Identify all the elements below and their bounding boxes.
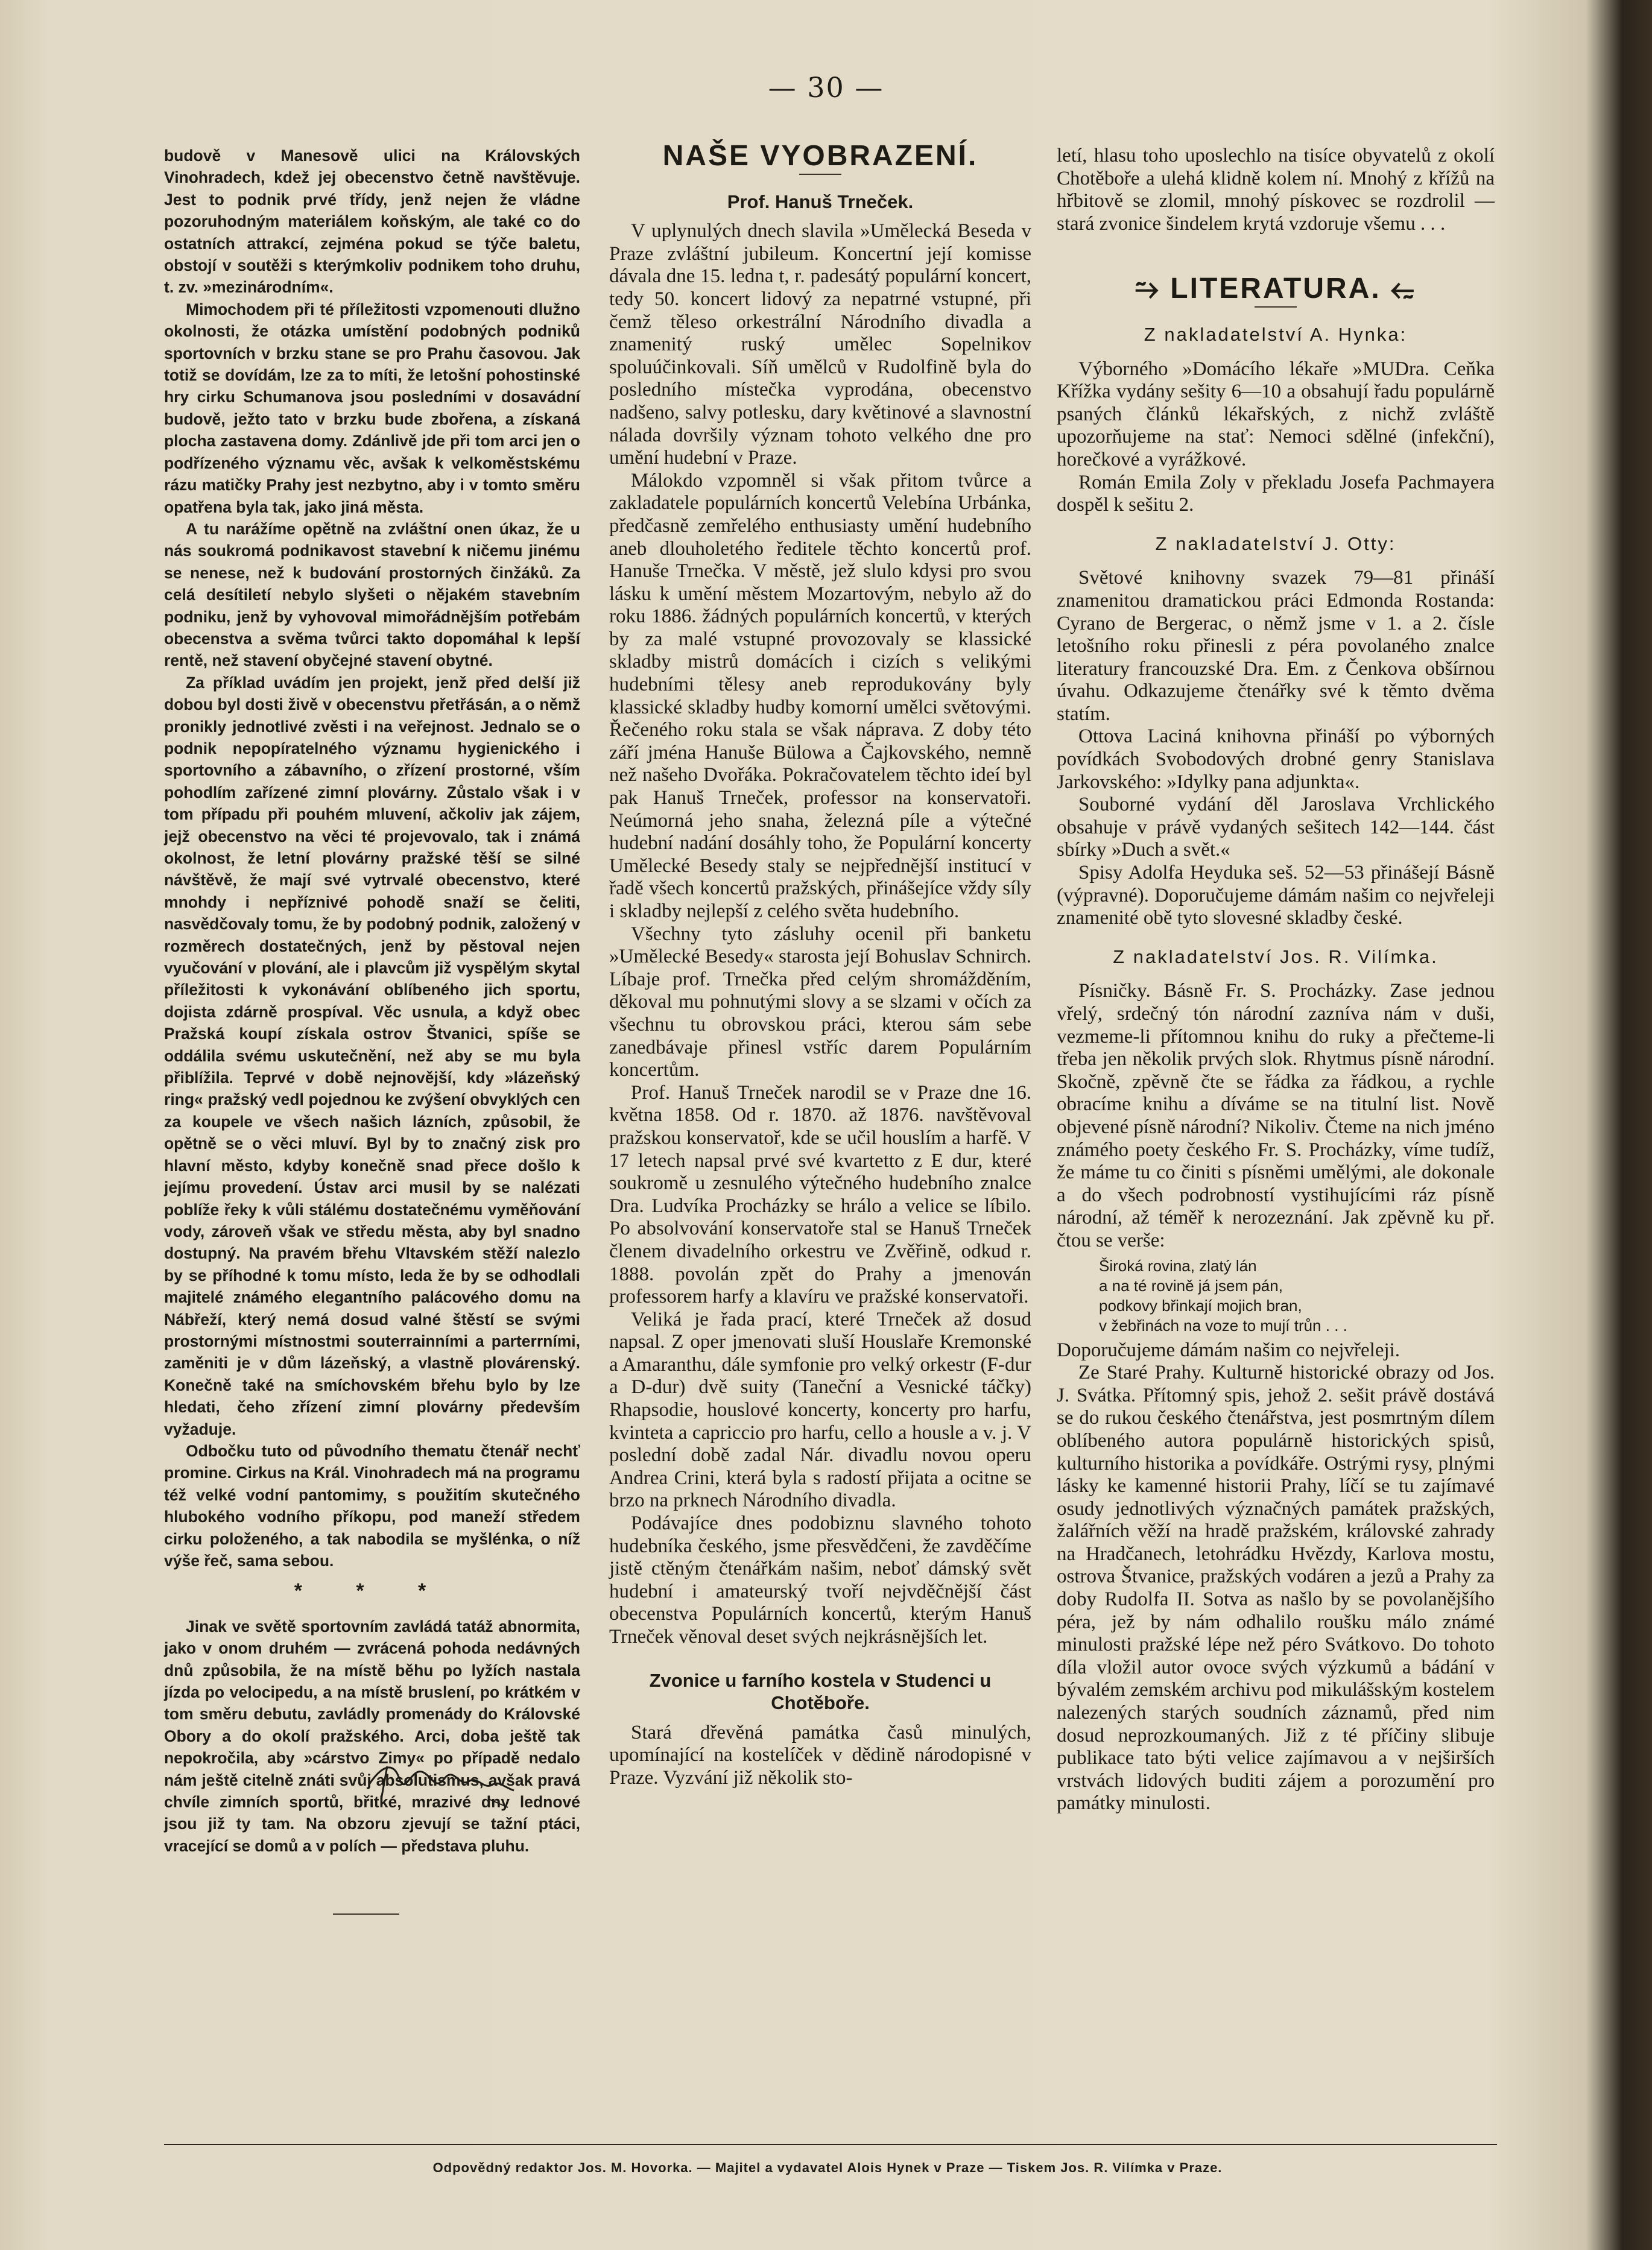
paragraph: Spisy Adolfa Heyduka seš. 52—53 přinášejí Básně (výpravné). Doporučujeme dámám našim co nejvřeleji znamenité obě tyto slovesné skladby české. <box>1057 862 1495 929</box>
paragraph: Mimochodem při té příležitosti vzpomenouti dlužno okolnosti, že otázka umístění podobných podniků sportovních v brzku stane se pro Prahu časovou. Jak totiž se dovídám, lze za to míti, že letošní pohostinské hry cirku Schumanova jsou posledními v dosavádní budově, ježto tato v brzku bude zbořena, a získaná plocha zastavena domy. Zdánlivě jde při tom arci jen o podřízeného významu věc, avšak k velkoměstskému rázu matičky Prahy jest nezbytno, aby i v tomto směru opatřena byla tak, jako jiná města. <box>164 300 580 516</box>
paragraph: Veliká je řada prací, které Trneček až dosud napsal. Z oper jmenovati sluší Houslaře Kremonské a Amaranthu, dále symfonie pro velký orkestr (F-dur a D-dur) dvě suity (Taneční a Vesnické táčky) Rhapsodie, houslové koncerty, koncerty pro harfu, kvinteta a capriccio pro harfu, cello a housle a v. j. V poslední době zadal Nár. divadlu novou operu Andrea Crini, která byla s radostí přijata a ocitne se brzo na prknech Národního divadla. <box>609 1308 1031 1512</box>
verse-line: a na té rovině já jsem pán, <box>1099 1276 1283 1295</box>
signature-icon <box>363 1754 520 1809</box>
column-right <box>1057 145 1495 1815</box>
verse-line: Široká rovina, zlatý lán <box>1099 1256 1257 1275</box>
page-number: — 30 — <box>768 71 884 104</box>
paragraph: Román Emila Zoly v překladu Josefa Pachmayera dospěl k sešitu 2. <box>1057 471 1495 516</box>
section-stars: * * * <box>294 1579 451 1603</box>
verse-line: podkovy břinkají mojich bran, <box>1099 1296 1302 1315</box>
paragraph: letí, hlasu toho uposlechlo na tisíce obyvatelů z okolí Chotěboře a ulehá klidně kolem ní. Mnohý z křížů na hřbitově se zlomil, mnohý pískovec se rozdrolil — stará zvonice šindelem krytá vzdoruje všemu . . . <box>1057 145 1495 235</box>
paragraph: Málokdo vzpomněl si však přitom tvůrce a zakladatele populárních koncertů Velebína Urbánka, předčasně zemřelého enthusiasty umění hudebního aneb dlouholetého ředitele těchto koncertů prof. Hanuše Trnečka. V městě, jež slulo kdysi pro svou lásku k umění městem Mozartovým, nebylo až do roku 1886. žádných populárních koncertů, v kterých by za malé vstupné provozovaly se klassické skladby mistrů domácích i cizích s velikými hudebními tělesy aneb reprodukovány byly klassické skladby hudby komorní umělci světovými. Řečeného roku stala se však náprava. Z doby této září jména Hanuše Bülowa a Čajkovského, nemně než našeho Dvořáka. Pokračovatelem těchto ideí byl pak Hanuš Trneček, professor na konservatoři. Neúmorná jeho snaha, železná píle a výtečné hudební nadání dosáhly toho, že Populární koncerty Umělecké Besedy staly se nejpřednější institucí v řadě všech koncertů pražských, přinášejíce vždy síly i skladby nejlepší z celého světa hudebního. <box>609 469 1031 922</box>
article-title: Zvonice u farního kostela v Studenci u Chotěboře. <box>649 1669 992 1714</box>
article-title: Prof. Hanuš Trneček. <box>727 191 914 212</box>
paragraph: Písničky. Básně Fr. S. Procházky. Zase jednou vřelý, srdečný tón národní zazníva nám v duši, vezmeme-li přítomnou knihu do ruky a přečteme-li třeba jen několik prvých slok. Rhytmus písně národní. Skočně, zpěvně čte se řádka za řádkou, a rychle obracíme knihu a díváme se na titulní list. Nově objevené písně národní? Nikoliv. Čteme na nich jméno známého poety českého Fr. S. Procházky, víme tudíž, že máme tu co činiti s písněmi umělými, ale dokonale a do všech podrobností vystihujícími ráz písně národní, až téměř k nerozeznání. Jak zpěvně ku př. čtou se verše: <box>1057 980 1495 1251</box>
column-middle <box>609 140 1031 1790</box>
ornament-right-icon: ⥳ <box>1381 273 1416 305</box>
paragraph: Podávajíce dnes podobiznu slavného tohoto hudebníka českého, jsme přesvědčeni, že zavděčíme jistě ctěným čtenářkám našim, neboť dámský svět hudební i amateurský tvoří nejvděčnější část obecenstva Populárních koncertů, kterým Hanuš Trneček věnoval deset svých nejkrásnějších let. <box>609 1512 1031 1648</box>
verse <box>1099 1256 1495 1336</box>
paragraph: Všechny tyto zásluhy ocenil při banketu »Umělecké Besedy« starosta její Bohuslav Schnirch. Líbaje prof. Trnečka před celým shromážděním, děkoval mu pohnutými slovy a se slzami v očích za všechnu tu obrovskou práci, kterou sám sebe zanedbávaje přinesl vstříc darem Populárním koncertům. <box>609 923 1031 1081</box>
paragraph: Stará dřevěná památka časů minulých, upomínající na kostelíček v dědině národopisné v Praze. Vyzvání již několik sto- <box>609 1721 1031 1789</box>
paragraph: Souborné vydání děl Jaroslava Vrchlického obsahuje v právě vydaných sešitech 142—144. část sbírky »Duch a svět.« <box>1057 794 1495 861</box>
publisher-heading: Z nakladatelství Jos. R. Vilímka. <box>1113 946 1438 967</box>
ornament-left-icon: ⥲ <box>1135 273 1171 305</box>
paragraph: Za příklad uvádím jen projekt, jenž před delší již dobou byl dosti živě v obecenstvu přetřásán, a o němž pronikly jednotlivé zvěsti i na veřejnost. Jednalo se o podnik nepopíratelného významu hygienického i sportovního a zábavního, o zřízení prostorné, vším pohodlím zařízené zimní plovárny. Zůstalo však i v tom případu při pouhém mluvení, ačkoliv jak zájem, jejž obecenstvo na věci té projevovalo, tak i známá okolnost, že letní plovárny pražské těší se silné návštěvě, že mají své vytrvalé obecenstvo, které mnohdy i nepříznivé pohodě snaží se čeliti, nasvědčovaly tomu, že by podobný podnik, založený v rozměrech dostatečných, jenž by pěstoval nejen vyučování v plování, ale i plavcům již vyspělým skytal příležitosti k vykonávání oblíbeného jich sportu, dojista zdárně prospíval. Věc usnula, a když obec Pražská koupí získala ostrov Štvanici, spíše se oddálila svému uskutečnění, než aby se mu byla přiblížila. Teprvé v době nejnovější, kdy »lázeňský ring« pražský vedl pojednou ke zvýšení obvyklých cen za koupele ve všech našich lázních, způsobil, že opětně se o věci mluví. Byl by to značný zisk pro hlavní město, kdyby konečně snad přece došlo k jejímu provedení. Ústav arci musil by se nalézati poblíže řeky k vůli stálému dostatečnému vyměňování vody, zároveň však ve středu města, aby byl snadno dostupný. Na pravém břehu Vltavském stěží nalezlo by se příhodné k tomu místo, leda že by se odhodlali majitelé známého elegantního palácového domu na Nábřeží, který nemá dosud valné štěstí se svými prostornými místnostmi souterrainními a parterrními, zaměniti je v dům lázeňský, a vlastně plovárenský. Konečně také na smíchovském břehu bylo by lze hledati, čeho zřízení zimní plovárny především vyžaduje. <box>164 673 580 1438</box>
imprint-footer: Odpovědný redaktor Jos. M. Hovorka. — Majitel a vydavatel Alois Hynek v Praze — Tiskem Jos. R. Vilímka v Praze. <box>432 2160 1223 2175</box>
verse-line: v žebřinách na voze to mují trůn . . . <box>1099 1316 1347 1335</box>
paragraph: Výborného »Domácího lékaře »MUDra. Ceňka Křížka vydány sešity 6—10 a obsahují řadu populárně psaných článků lékařských, z nichž zvláště upozorňujeme na stať: Nemoci sdělné (infekční), horečkové a vyrážkové. <box>1057 358 1495 470</box>
signature-block <box>164 1857 580 1899</box>
divider <box>1255 306 1297 308</box>
paragraph: A tu narážíme opětně na zvláštní onen úkaz, že u nás soukromá podnikavost stavební k ničemu jinému se nenese, než k budování prostorných činžáků. Za celá desítiletí nebylo slyšeti o nějakém stavebním podniku, jenž by vyhovoval mimořádnějším potřebám obecenstva a svěma tvůrci takto dopomáhal k lepší rentě, než stavení obyčejné stavení obytné. <box>164 519 580 670</box>
publisher-heading: Z nakladatelství A. Hynka: <box>1144 323 1408 345</box>
paragraph: V uplynulých dnech slavila »Umělecká Beseda v Praze zvláštní jubileum. Koncertní její komisse dávala dne 15. ledna t, r. padesátý populární koncert, tedy 50. koncert lidový za nepatrné vstupné, při čemž těleso orkestrální Národního divadla a znamenitý ruský umělec Sopelnikov spoluúčinkovali. Síň umělců v Rudolfině byla do posledního místečka vyprodána, obecenstvo nadšeno, salvy potlesku, dary květinové a slavnostní nálada dovršily význam tohoto velkého dne pro umění hudební v Praze. <box>609 220 1031 469</box>
column-left <box>164 145 580 1915</box>
publisher-heading: Z nakladatelství J. Otty: <box>1155 532 1396 554</box>
paragraph: Odbočku tuto od původního thematu čtenář nechť promine. Cirkus na Král. Vinohradech má na programu též velké vodní pantomimy, s použitím skutečného hlubokého vodního příkopu, pod maneží středem cirku položeného, a tak nabodila se myšlénka, o níž výše řeč, sama sebou. <box>164 1441 580 1570</box>
paragraph: Prof. Hanuš Trneček narodil se v Praze dne 16. května 1858. Od r. 1870. až 1876. navštěvoval pražskou konservatoř, kde se učil houslím a harfě. V 17 letech napsal prvé své kvartetto z E dur, které soukromě u zesnulého výtečného hudebního znalce Dra. Ludvíka Procházky se hrálo a velice se líbilo. Po absolvování konservatoře stal se Hanuš Trneček členem divadelního orkestru ve Zvěřině, odkud r. 1888. povolán zpět do Prahy a jmenován professorem harfy a klavíru ve pražské konservatoři. <box>609 1081 1031 1308</box>
paragraph: Světové knihovny svazek 79—81 přináší znamenitou dramatickou práci Edmonda Rostanda: Cyrano de Bergerac, o němž jsme v 1. a 2. čísle letošního roku přinesli z péra povolaného znalce literatury francouzské Dra. Em. z Čenkova obšírnou úvahu. Odkazujeme čtenářky své k těmto dvěma statím. <box>1057 567 1495 725</box>
paragraph: Jinak ve světě sportovním zavládá tatáž abnormita, jako v onom druhém — zvrácená pohoda nedávných dnů způsobila, že na místě běhu po lyžích nastala jízda po velocipedu, a na místě bruslení, po krátkém v tom směru debutu, zavládly promenády do Královské Obory a do okolí pražského. Arci, doba ještě tak nepokročila, aby »cárstvo Zimy« po případě nedalo nám ještě citelně znáti svůj absolutismus, avšak pravá chvíle zimních sportů, břitké, mrazivé dny lednové jsou již ty tam. Na obzoru zjevují se tažní ptáci, vracející se domů a v polích — představa pluhu. <box>164 1617 580 1855</box>
paragraph: budově v Manesově ulici na Královských Vinohradech, kdež jej obecenstvo četně navštěvuje. Jest to podnik prvé třídy, jenž nejen že vládne pozoruhodným materiálem koňským, ale také co do ostatních attrakcí, zejména pokud se týče baletu, obstojí v soutěži s kterýmkoliv podnikem toho druhu, t. zv. »mezinárodním«. <box>164 147 580 297</box>
divider <box>164 2144 1497 2145</box>
paragraph: Ottova Laciná knihovna přináší po výborných povídkách Svobodových drobné genry Stanislava Jarkovského: »Idylky pana adjunkta«. <box>1057 725 1495 793</box>
divider <box>799 174 841 175</box>
paragraph: Doporučujeme dámám našim co nejvřeleji. <box>1057 1339 1400 1361</box>
paragraph: Ze Staré Prahy. Kulturně historické obrazy od Jos. J. Svátka. Přítomný spis, jehož 2. sešit právě dostává se do rukou českého čtenářstva, jest posmrtným dílem oblíbeného autora populárně historických spisů, kulturního historika a povídkáře. Ostrými rysy, plnými lásky ke kamenné historii Prahy, líčí se tu zajímavé osudy jednotlivých význačných památek pražských, žalářních věží na hradě pražském, královské zahrady na Hradčanech, letohrádku Hvězdy, Karlova mostu, ostrova Štvanice, pražských vodáren a jezů a Prahy za doby Rudolfa II. Sotva as našlo by se povolanějšího péra, jež by nám odhalilo roušku málo známé minulosti pražské lépe než péro Svátkovo. Do tohoto díla vložil autor ovoce svých výzkumů a bádání v bývalém zemském archivu pod mikulášským kostelem nalezených starých soudních záznamů, před nim dosud neprozkoumaných. Již z té příčiny slibuje publikace tato býti velice zajímavou a v nejširších vrstvách lidových buditi zájem a porozumění pro památky minulosti. <box>1057 1362 1495 1815</box>
section-heading: NAŠE VYOBRAZENÍ. <box>662 140 978 172</box>
section-heading: ⥲ LITERATURA. ⥳ <box>1135 273 1416 305</box>
divider <box>333 1913 399 1915</box>
